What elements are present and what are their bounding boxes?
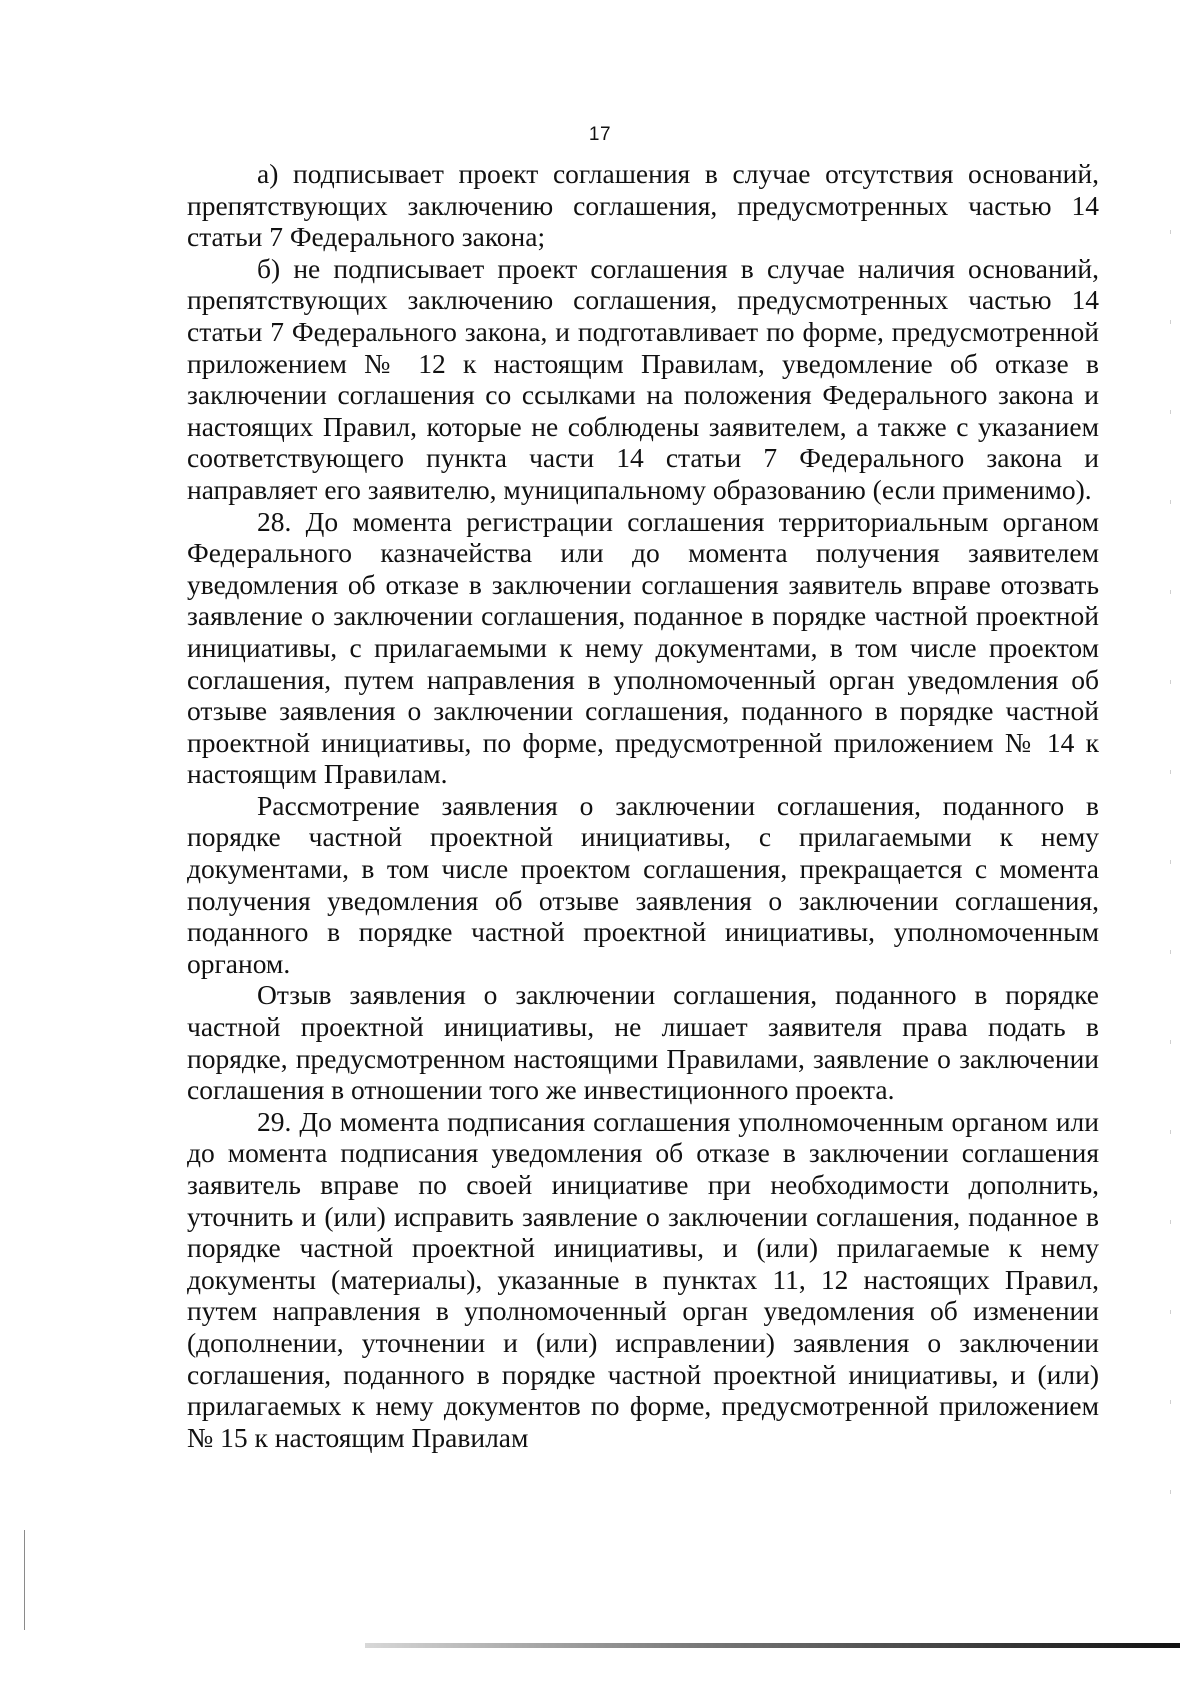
paragraph-28: 28. До момента регистрации соглашения территориальным органом Федерального казначейства или до момента получения заявителем уведомления об отказе в заключении соглашения заявитель вправе отозвать заявление о заключении соглашения, поданное в порядке частной проектной инициативы, с прилагаемыми к нему документами, в том числе проектом соглашения, путем направления в уполномоченный орган уведомления об отзыве заявления о заключении соглашения, поданного в порядке частной проектной инициативы, по форме, предусмотренной приложением № 14 к настоящим Правилам. [187,505,1099,790]
scan-artifact-right-edge [1170,190,1171,1540]
paragraph-28-consideration: Рассмотрение заявления о заключении соглашения, поданного в порядке частной проектной инициативы, с прилагаемыми к нему документами, в том числе проектом соглашения, прекращается с момента получения уведомления об отзыве заявления о заключении соглашения, поданного в порядке частной проектной инициативы, уполномоченным органом. [187,789,1099,979]
paragraph-a: а) подписывает проект соглашения в случае отсутствия оснований, препятствующих заключению соглашения, предусмотренных частью 14 статьи 7 Федерального закона; [187,158,1099,253]
scan-artifact-left-line [24,1530,25,1630]
paragraph-28-withdrawal: Отзыв заявления о заключении соглашения, поданного в порядке частной проектной инициативы, не лишает заявителя права подать в порядке, предусмотренном настоящими Правилами, заявление о заключении соглашения в отношении того же инвестиционного проекта. [187,979,1099,1106]
paragraph-b: б) не подписывает проект соглашения в случае наличия оснований, препятствующих заключению соглашения, предусмотренных частью 14 статьи 7 Федерального закона, и подготавливает по форме, предусмотренной приложением № 12 к настоящим Правилам, уведомление об отказе в заключении соглашения со ссылками на положения Федерального закона и настоящих Правил, которые не соблюдены заявителем, а также с указанием соответствующего пункта части 14 статьи 7 Федерального закона и направляет его заявителю, муниципальному образованию (если применимо). [187,252,1099,505]
page-number: 17 [588,124,612,145]
paragraph-29: 29. До момента подписания соглашения уполномоченным органом или до момента подписания уведомления об отказе в заключении соглашения заявитель вправе по своей инициативе при необходимости дополнить, уточнить и (или) исправить заявление о заключении соглашения, поданное в порядке частной проектной инициативы, и (или) прилагаемые к нему документы (материалы), указанные в пунктах 11, 12 настоящих Правил, путем направления в уполномоченный орган уведомления об изменении (дополнении, уточнении и (или) исправлении) заявления о заключении соглашения, поданного в порядке частной проектной инициативы, и (или) прилагаемых к нему документов по форме, предусмотренной приложением № 15 к настоящим Правилам [187,1105,1099,1453]
body-text [187,158,1099,1453]
scan-artifact-bottom-bar [365,1643,1180,1648]
